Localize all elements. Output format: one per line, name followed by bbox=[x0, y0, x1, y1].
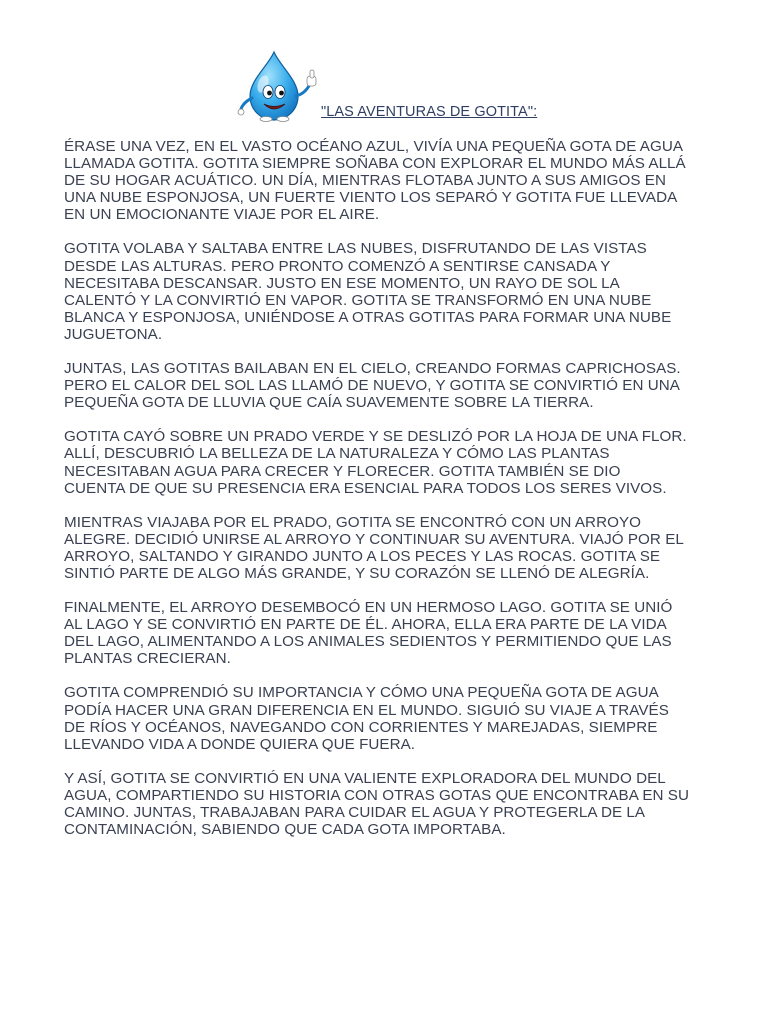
paragraph-4: GOTITA CAYÓ SOBRE UN PRADO VERDE Y SE DESLIZÓ POR LA HOJA DE UNA FLOR. ALLÍ, DESCUBRIÓ LA BELLEZA DE LA NATURALEZA Y CÓMO LAS PLANTAS NECESITABAN AGUA PARA CRECER Y FLORECER. GOTITA TAMBIÉN SE DIO CUENTA DE QUE SU PRESENCIA ERA ESENCIAL PARA TODOS LOS SERES VIVOS. bbox=[64, 428, 687, 497]
paragraph-6: FINALMENTE, EL ARROYO DESEMBOCÓ EN UN HERMOSO LAGO. GOTITA SE UNIÓ AL LAGO Y SE CONVIRTIÓ EN PARTE DE ÉL. AHORA, ELLA ERA PARTE DE LA VIDA DEL LAGO, ALIMENTANDO A LOS ANIMALES SEDIENTOS Y PERMITIENDO QUE LAS PLANTAS CRECIERAN. bbox=[64, 599, 673, 668]
story-title: "LAS AVENTURAS DE GOTITA": bbox=[321, 104, 538, 120]
water-drop-mascot-icon bbox=[232, 50, 324, 122]
paragraph-8: Y ASÍ, GOTITA SE CONVIRTIÓ EN UNA VALIENTE EXPLORADORA DEL MUNDO DEL AGUA, COMPARTIENDO SU HISTORIA CON OTRAS GOTAS QUE ENCONTRABA EN SU CAMINO. JUNTAS, TRABAJABAN PARA CUIDAR EL AGUA Y PROTEGERLA DE LA CONTAMINACIÓN, SABIENDO QUE CADA GOTA IMPORTABA. bbox=[64, 769, 690, 839]
story-body bbox=[64, 138, 712, 855]
paragraph-5: MIENTRAS VIAJABA POR EL PRADO, GOTITA SE ENCONTRÓ CON UN ARROYO ALEGRE. DECIDIÓ UNIRSE AL ARROYO Y CONTINUAR SU AVENTURA. VIAJÓ POR EL ARROYO, SALTANDO Y GIRANDO JUNTO A LOS PECES Y LAS ROCAS. GOTITA SE SINTIÓ PARTE DE ALGO MÁS GRANDE, Y SU CORAZÓN SE LLENÓ DE ALEGRÍA. bbox=[64, 513, 684, 582]
paragraph-2: GOTITA VOLABA Y SALTABA ENTRE LAS NUBES, DISFRUTANDO DE LAS VISTAS DESDE LAS ALTURAS. PERO PRONTO COMENZÓ A SENTIRSE CANSADA Y NECESITABA DESCANSAR. JUSTO EN ESE MOMENTO, UN RAYO DE SOL LA CALENTÓ Y LA CONVIRTIÓ EN VAPOR. GOTITA SE TRANSFORMÓ EN UNA NUBE BLANCA Y ESPONJOSA, UNIÉNDOSE A OTRAS GOTITAS PARA FORMAR UNA NUBE JUGUETONA. bbox=[64, 240, 672, 343]
paragraph-3: JUNTAS, LAS GOTITAS BAILABAN EN EL CIELO, CREANDO FORMAS CAPRICHOSAS. PERO EL CALOR DEL SOL LAS LLAMÓ DE NUEVO, Y GOTITA SE CONVIRTIÓ EN UNA PEQUEÑA GOTA DE LLUVIA QUE CAÍA SUAVEMENTE SOBRE LA TIERRA. bbox=[64, 360, 681, 412]
paragraph-1: ÉRASE UNA VEZ, EN EL VASTO OCÉANO AZUL, VIVÍA UNA PEQUEÑA GOTA DE AGUA LLAMADA GOTITA. GOTITA SIEMPRE SOÑABA CON EXPLORAR EL MUNDO MÁS ALLÁ DE SU HOGAR ACUÁTICO. UN DÍA, MIENTRAS FLOTABA JUNTO A SUS AMIGOS EN UNA NUBE ESPONJOSA, UN FUERTE VIENTO LOS SEPARÓ Y GOTITA FUE LLEVADA EN UN EMOCIONANTE VIAJE POR EL AIRE. bbox=[64, 138, 686, 224]
paragraph-7: GOTITA COMPRENDIÓ SU IMPORTANCIA Y CÓMO UNA PEQUEÑA GOTA DE AGUA PODÍA HACER UNA GRAN DIFERENCIA EN EL MUNDO. SIGUIÓ SU VIAJE A TRAVÉS DE RÍOS Y OCÉANOS, NAVEGANDO CON CORRIENTES Y MAREJADAS, SIEMPRE LLEVANDO VIDA A DONDE QUIERA QUE FUERA. bbox=[64, 684, 669, 753]
